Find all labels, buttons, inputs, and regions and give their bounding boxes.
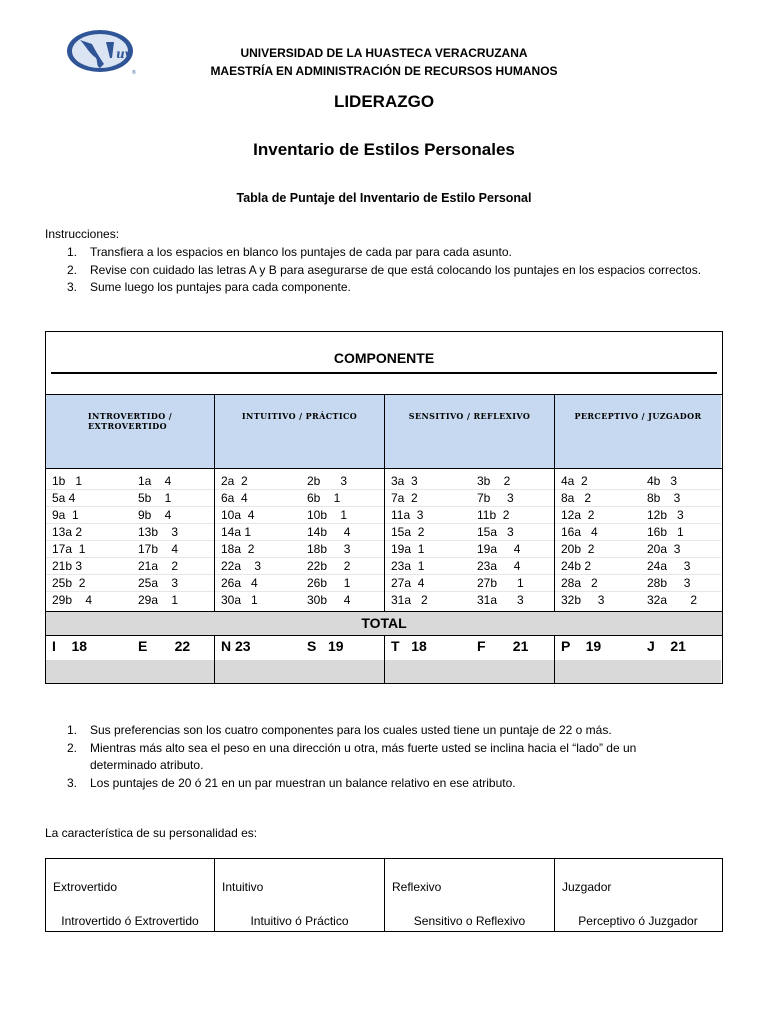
score-b: 15a 3 [477,525,514,539]
characteristic-cell: Intuitivo Intuitivo ó Práctico [214,859,384,931]
characteristic-label: La característica de su personalidad es: [45,826,258,840]
score-b: 9b 4 [138,508,172,522]
score-a: 12a 2 [561,508,595,522]
list-item: 1. Sus preferencias son los cuatro componentes para los cuales usted tiene un puntaje de 22 o más. [67,723,612,737]
score-a: 1b 1 [52,474,83,488]
score-pair [215,490,384,507]
score-column [46,469,214,611]
score-pair [215,575,384,592]
score-pair [46,490,214,507]
list-item: 2. Mientras más alto sea el peso en una dirección u otra, más fuerte usted se inclina hacia el “lado” de un determinado atributo. [67,740,637,772]
category-perceptivo-juzgador: PERCEPTIVO / JUZGADOR [554,395,721,468]
score-b: 10b 1 [307,508,348,522]
category-sensitivo-reflexivo: SENSITIVO / REFLEXIVO [384,395,554,468]
score-b: 29a 1 [138,593,179,607]
score-pair [215,592,384,608]
score-a: 10a 4 [221,508,255,522]
score-a: 29b 4 [52,593,93,607]
score-a: 8a 2 [561,491,592,505]
total-label: TOTAL [46,611,722,636]
score-pair [555,541,721,558]
score-a: 27a 4 [391,576,425,590]
university-name: UNIVERSIDAD DE LA HUASTECA VERACRUZANA [240,46,528,60]
score-b: 28b 3 [647,576,691,590]
category-introvertido-extrovertido: INTROVERTIDO / EXTROVERTIDO [46,395,214,468]
score-b: 16b 1 [647,525,684,539]
score-b: 32a 2 [647,593,698,607]
score-pair [385,558,554,575]
score-a: 19a 1 [391,542,425,556]
score-b: 1a 4 [138,474,172,488]
score-b: 7b 3 [477,491,514,505]
score-pair [385,541,554,558]
score-a: 24b 2 [561,559,592,573]
totals-row [46,636,722,683]
score-pair [46,473,214,490]
score-a: 6a 4 [221,491,248,505]
score-a: 9a 1 [52,508,79,522]
score-a: 21b 3 [52,559,83,573]
svg-text:uv: uv [116,47,132,61]
svg-text:®: ® [132,70,136,76]
score-pair [215,473,384,490]
score-row [46,469,722,611]
score-pair [46,575,214,592]
score-pair [215,558,384,575]
score-b: 6b 1 [307,491,341,505]
score-a: 5a 4 [52,491,76,505]
program-name: MAESTRÍA EN ADMINISTRACIÓN DE RECURSOS HUMANOS [210,64,558,78]
score-a: 13a 2 [52,525,83,539]
notes-list [45,722,685,792]
score-a: 3a 3 [391,474,418,488]
page-subtitle: Inventario de Estilos Personales [253,140,515,159]
score-b: 30b 4 [307,593,351,607]
score-b: 8b 3 [647,491,681,505]
score-a: 32b 3 [561,593,605,607]
list-item: 2. Revise con cuidado las letras A y B para asegurarse de que está colocando los puntajes en los espacios correctos. [67,262,702,277]
category-row [46,394,722,469]
score-b: 3b 2 [477,474,511,488]
score-pair [46,541,214,558]
score-b: 17b 4 [138,542,179,556]
total-cell: P 19 J 21 [554,636,721,683]
score-a: 14a 1 [221,525,252,539]
score-a: 16a 4 [561,525,598,539]
score-a: 23a 1 [391,559,425,573]
score-a: 26a 4 [221,576,258,590]
characteristic-table [45,858,723,932]
score-b: 14b 4 [307,525,351,539]
score-a: 11a 3 [391,508,424,522]
score-a: 30a 1 [221,593,258,607]
score-a: 25b 2 [52,576,86,590]
score-a: 31a 2 [391,593,428,607]
list-item: 3. Los puntajes de 20 ó 21 en un par muestran un balance relativo en ese atributo. [67,775,516,790]
score-pair [555,592,721,608]
score-column [214,469,384,611]
score-pair [385,524,554,541]
score-pair [46,507,214,524]
instructions-label: Instrucciones: [45,227,120,241]
score-pair [385,473,554,490]
score-pair [215,541,384,558]
score-b: 25a 3 [138,576,179,590]
table-title: Tabla de Puntaje del Inventario de Estilo Personal [236,191,532,205]
score-pair [46,558,214,575]
score-pair [385,592,554,608]
score-b: 18b 3 [307,542,351,556]
score-a: 22a 3 [221,559,262,573]
score-column [384,469,554,611]
score-pair [555,507,721,524]
score-pair [555,490,721,507]
score-b: 27b 1 [477,576,524,590]
score-pair [385,490,554,507]
list-item: 3. Sume luego los puntajes para cada componente. [67,280,351,294]
score-pair [555,575,721,592]
score-b: 13b 3 [138,525,179,539]
characteristic-cell: Extrovertido Introvertido ó Extrovertido [53,880,199,928]
score-pair [46,592,214,608]
score-pair [555,524,721,541]
instructions-list [45,244,735,297]
score-b: 12b 3 [647,508,684,522]
score-column [554,469,721,611]
category-intuitivo-practico: INTUITIVO / PRÁCTICO [214,395,384,468]
score-b: 26b 1 [307,576,351,590]
score-a: 2a 2 [221,474,248,488]
score-a: 7a 2 [391,491,418,505]
score-b: 23a 4 [477,559,521,573]
characteristic-cell: Juzgador Perceptivo ó Juzgador [554,859,721,931]
score-pair [555,558,721,575]
score-a: 4a 2 [561,474,588,488]
score-b: 2b 3 [307,474,348,488]
total-cell: N 23 S 19 [214,636,384,683]
score-pair [555,473,721,490]
divider [51,372,717,374]
score-b: 31a 3 [477,593,524,607]
score-a: 15a 2 [391,525,425,539]
score-b: 21a 2 [138,559,179,573]
score-a: 20b 2 [561,542,595,556]
score-b: 11b 2 [477,508,510,522]
score-a: 18a 2 [221,542,255,556]
score-b: 4b 3 [647,474,678,488]
total-cell: I 18 E 22 [46,636,214,683]
score-b: 20a 3 [647,542,681,556]
score-b: 24a 3 [647,559,691,573]
score-pair [215,524,384,541]
score-a: 28a 2 [561,576,598,590]
list-item: 1. Transfiera a los espacios en blanco los puntajes de cada par para cada asunto. [67,245,512,259]
score-table [45,331,723,684]
score-pair [385,575,554,592]
score-b: 22b 2 [307,559,351,573]
score-b: 19a 4 [477,542,521,556]
score-a: 17a 1 [52,542,86,556]
score-pair [46,524,214,541]
score-pair [215,507,384,524]
score-pair [385,507,554,524]
score-b: 5b 1 [138,491,172,505]
page-title: LIDERAZGO [333,92,435,111]
characteristic-cell: Reflexivo Sensitivo o Reflexivo [384,859,554,931]
total-cell: T 18 F 21 [384,636,554,683]
component-heading: COMPONENTE [333,350,435,366]
